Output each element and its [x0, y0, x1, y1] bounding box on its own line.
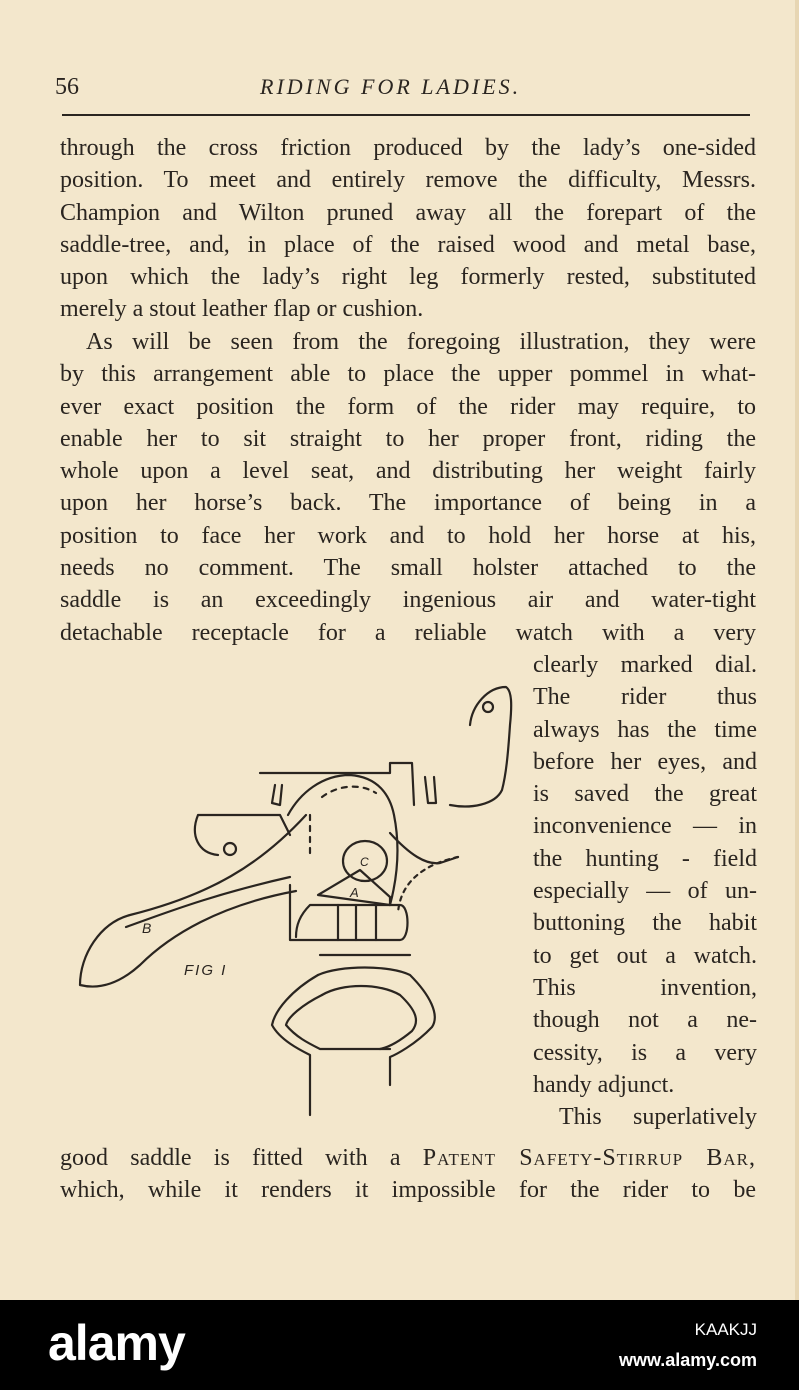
flap-hole: [224, 843, 236, 855]
text-line: [60, 1142, 756, 1174]
text-line: whole upon a level seat, and distributing her weight fairly: [60, 458, 756, 485]
header-rule: [62, 114, 750, 116]
watermark-footer: [0, 1300, 799, 1390]
pommel-rivet: [483, 702, 493, 712]
pommel-outline: [450, 687, 511, 806]
page-header: [55, 74, 754, 104]
running-title: RIDING FOR LADIES.: [260, 74, 522, 99]
text-line: saddle-tree, and, in place of the raised wood and metal base,: [60, 231, 756, 258]
alamy-logo: alamy: [48, 1315, 185, 1371]
page-edge: [795, 0, 799, 1300]
text-line: position to face her work and to hold her horse at his,: [60, 522, 756, 549]
label-c: C: [360, 855, 369, 869]
saddle-clip-right: [425, 777, 436, 803]
paragraph-1: [60, 132, 756, 326]
text-line: cessity, is a very: [533, 1039, 757, 1066]
text-line: before her eyes, and: [533, 748, 757, 775]
text-line: through the cross friction produced by the lady’s one-sided: [60, 135, 756, 161]
site-url: www.alamy.com: [618, 1350, 757, 1370]
text-line: enable her to sit straight to her proper front, riding the: [60, 425, 756, 452]
text-line: upon her horse’s back. The importance of being in a: [60, 490, 756, 517]
text-line: inconvenience — in: [533, 813, 757, 840]
label-a: A: [350, 885, 359, 900]
side-flap: [195, 815, 290, 855]
text-beside-figure: [533, 649, 757, 1133]
text-line: The rider thus: [533, 684, 757, 711]
paragraph-2: [60, 326, 756, 649]
stirrup-bar-inner-left: [286, 995, 390, 1049]
text-line: though not a ne-: [533, 1007, 757, 1034]
text-line: by this arrangement able to place the upper pommel in what-: [60, 361, 756, 388]
text-line: buttoning the habit: [533, 910, 757, 937]
text-line: position. To meet and entirely remove the difficulty, Messrs.: [60, 167, 756, 194]
text-line: detachable receptacle for a reliable watch with a very: [60, 619, 756, 646]
text-line: saddle is an exceedingly ingenious air and water-tight: [60, 587, 756, 614]
text-line: ever exact position the form of the rider may require, to: [60, 393, 756, 420]
text-line: merely a stout leather flap or cushion.: [60, 296, 424, 323]
text-line: needs no comment. The small holster attached to the: [60, 555, 756, 582]
text-line: Champion and Wilton pruned away all the forepart of the: [60, 199, 756, 226]
text-line: handy adjunct.: [533, 1071, 675, 1098]
text-run: good saddle is fitted with a: [60, 1145, 423, 1171]
text-line: to get out a watch.: [533, 942, 757, 969]
dashed-right: [398, 857, 458, 913]
figure-caption: FIG I: [184, 962, 228, 979]
text-line: which, while it renders it impossible for the rider to be: [60, 1177, 756, 1204]
paragraph-3: [60, 1142, 756, 1207]
image-id: KAAKJJ: [694, 1320, 757, 1339]
dashed-arch: [322, 787, 376, 797]
page-number: 56: [55, 74, 79, 100]
base-block: [290, 885, 408, 940]
saddle-top: [260, 763, 414, 805]
text-line: This invention,: [533, 974, 757, 1001]
text-line: clearly marked dial.: [533, 652, 757, 678]
saddle-body: [288, 775, 397, 905]
text-line: As will be seen from the foregoing illustration, they were: [86, 329, 756, 355]
text-line: is saved the great: [533, 781, 757, 808]
label-b: B: [142, 920, 152, 936]
text-line: This superlatively: [559, 1104, 757, 1131]
text-line: upon which the lady’s right leg formerly rested, substituted: [60, 264, 756, 291]
base-divisions: [338, 905, 376, 940]
stirrup-bar-outer: [318, 968, 435, 1086]
text-line: the hunting - field: [533, 845, 757, 872]
saddle-figure: [60, 665, 530, 1125]
saddle-clip-left: [272, 785, 282, 805]
text-line: always has the time: [533, 716, 757, 743]
leg-b: [80, 815, 306, 987]
stirrup-bar-inner: [322, 986, 416, 1049]
smallcaps-run: Patent Safety-Stirrup Bar,: [422, 1145, 756, 1171]
text-line: especially — of un-: [533, 878, 757, 905]
